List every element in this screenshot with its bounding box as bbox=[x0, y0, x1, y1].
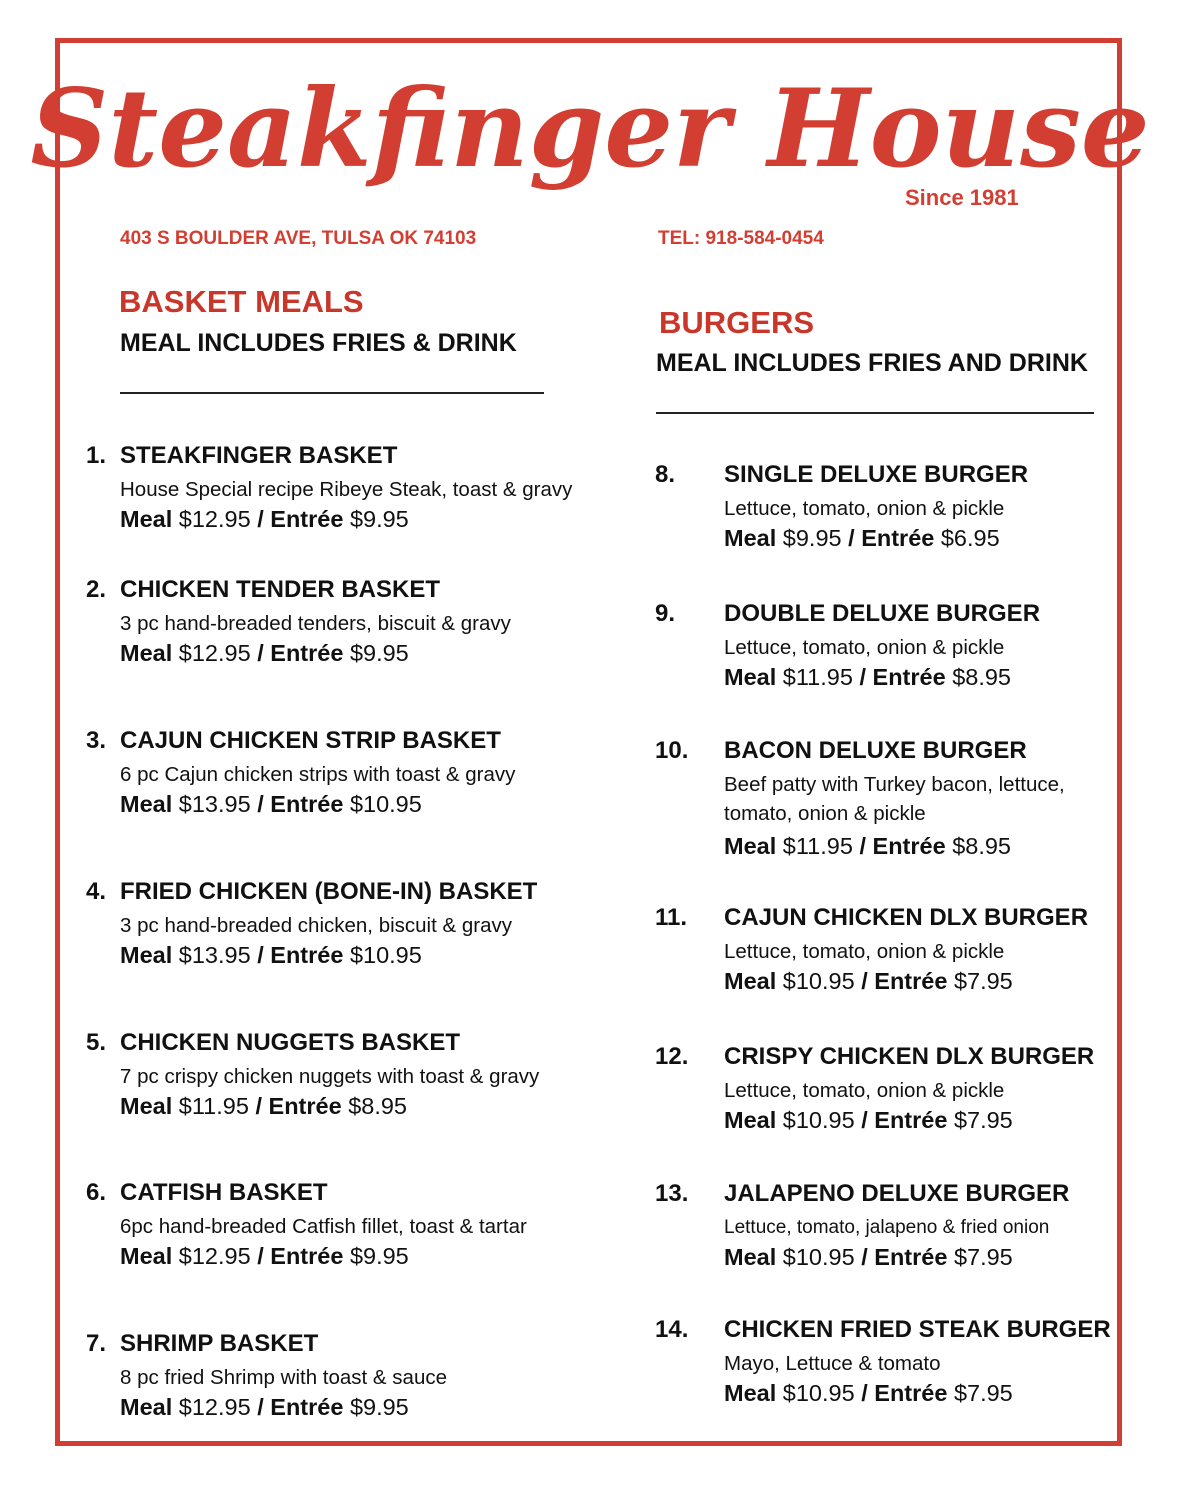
meal-price: $13.95 bbox=[178, 791, 251, 817]
entree-price: $9.95 bbox=[349, 1243, 409, 1269]
item-name: DOUBLE DELUXE BURGER bbox=[724, 600, 1041, 627]
address: 403 S BOULDER AVE, TULSA OK 74103 bbox=[120, 228, 477, 249]
meal-label: Meal bbox=[724, 1244, 777, 1270]
item-description: 6 pc Cajun chicken strips with toast & gravy bbox=[120, 763, 516, 786]
item-number: 11. bbox=[655, 904, 688, 931]
item-description: 6pc hand-breaded Catfish fillet, toast & tartar bbox=[120, 1215, 527, 1238]
price-separator: / bbox=[257, 1394, 264, 1420]
entree-label: Entrée bbox=[861, 525, 935, 551]
meal-price: $10.95 bbox=[782, 968, 855, 994]
item-price bbox=[120, 1394, 409, 1421]
meal-label: Meal bbox=[724, 1107, 777, 1133]
item-number: 1. bbox=[86, 442, 107, 469]
item-number: 3. bbox=[86, 727, 107, 754]
entree-price: $10.95 bbox=[349, 942, 422, 968]
item-number: 13. bbox=[655, 1180, 689, 1207]
entree-label: Entrée bbox=[270, 1394, 344, 1420]
meal-label: Meal bbox=[724, 664, 777, 690]
item-price bbox=[724, 1244, 1013, 1271]
meal-price: $10.95 bbox=[782, 1380, 855, 1406]
meal-price: $10.95 bbox=[782, 1244, 855, 1270]
item-description: Lettuce, tomato, onion & pickle bbox=[724, 940, 1005, 963]
meal-price: $9.95 bbox=[782, 525, 842, 551]
entree-label: Entrée bbox=[874, 1244, 948, 1270]
item-price bbox=[120, 942, 422, 969]
entree-price: $8.95 bbox=[348, 1093, 407, 1119]
meal-label: Meal bbox=[120, 942, 173, 968]
entree-label: Entrée bbox=[270, 942, 344, 968]
entree-label: Entrée bbox=[874, 1380, 948, 1406]
price-separator: / bbox=[257, 791, 264, 817]
item-name: CATFISH BASKET bbox=[120, 1179, 328, 1206]
price-separator: / bbox=[257, 640, 264, 666]
entree-price: $7.95 bbox=[953, 1380, 1013, 1406]
entree-label: Entrée bbox=[874, 1107, 948, 1133]
entree-label: Entrée bbox=[874, 968, 948, 994]
item-price bbox=[724, 525, 1000, 552]
entree-label: Entrée bbox=[872, 664, 946, 690]
price-separator: / bbox=[257, 506, 264, 532]
entree-label: Entrée bbox=[270, 791, 344, 817]
entree-price: $6.95 bbox=[940, 525, 1000, 551]
item-price bbox=[120, 1093, 407, 1120]
meal-price: $12.95 bbox=[178, 1243, 251, 1269]
meal-label: Meal bbox=[120, 1394, 173, 1420]
item-name: CAJUN CHICKEN DLX BURGER bbox=[724, 904, 1089, 931]
item-name: SINGLE DELUXE BURGER bbox=[724, 461, 1029, 488]
price-separator: / bbox=[859, 664, 866, 690]
item-name: BACON DELUXE BURGER bbox=[724, 737, 1027, 764]
entree-label: Entrée bbox=[268, 1093, 342, 1119]
item-name: STEAKFINGER BASKET bbox=[120, 442, 398, 469]
item-description: Lettuce, tomato, onion & pickle bbox=[724, 636, 1005, 659]
item-description: Beef patty with Turkey bacon, lettuce, tomato, onion & pickle bbox=[724, 773, 1065, 825]
meal-label: Meal bbox=[724, 968, 777, 994]
basket-meals-title: BASKET MEALS bbox=[119, 284, 364, 319]
item-number: 14. bbox=[655, 1316, 689, 1343]
price-separator: / bbox=[859, 833, 866, 859]
item-description: 3 pc hand-breaded tenders, biscuit & gravy bbox=[120, 612, 511, 635]
item-price bbox=[724, 664, 1011, 691]
entree-price: $8.95 bbox=[952, 833, 1011, 859]
burgers-subtitle: MEAL INCLUDES FRIES AND DRINK bbox=[656, 349, 1088, 377]
item-description: House Special recipe Ribeye Steak, toast & gravy bbox=[120, 478, 573, 501]
meal-label: Meal bbox=[724, 1380, 777, 1406]
item-name: CHICKEN NUGGETS BASKET bbox=[120, 1029, 461, 1056]
entree-label: Entrée bbox=[872, 833, 946, 859]
item-name: CRISPY CHICKEN DLX BURGER bbox=[724, 1043, 1095, 1070]
price-separator: / bbox=[861, 1107, 868, 1133]
price-separator: / bbox=[257, 942, 264, 968]
item-number: 12. bbox=[655, 1043, 689, 1070]
item-description: Mayo, Lettuce & tomato bbox=[724, 1352, 941, 1375]
item-number: 7. bbox=[86, 1330, 107, 1357]
entree-price: $7.95 bbox=[953, 1244, 1013, 1270]
meal-label: Meal bbox=[120, 791, 173, 817]
price-separator: / bbox=[848, 525, 855, 551]
price-separator: / bbox=[861, 1380, 868, 1406]
item-price bbox=[120, 1243, 409, 1270]
price-separator: / bbox=[861, 1244, 868, 1270]
entree-price: $10.95 bbox=[349, 791, 422, 817]
item-description: 3 pc hand-breaded chicken, biscuit & gravy bbox=[120, 914, 513, 937]
entree-label: Entrée bbox=[270, 1243, 344, 1269]
basket-meals-divider bbox=[120, 392, 544, 394]
item-name: CAJUN CHICKEN STRIP BASKET bbox=[120, 727, 501, 754]
meal-price: $13.95 bbox=[178, 942, 251, 968]
entree-price: $9.95 bbox=[349, 506, 409, 532]
item-number: 8. bbox=[655, 461, 676, 488]
entree-price: $7.95 bbox=[953, 1107, 1013, 1133]
meal-label: Meal bbox=[724, 833, 777, 859]
meal-price: $11.95 bbox=[178, 1093, 249, 1119]
meal-label: Meal bbox=[120, 1093, 173, 1119]
phone-number[interactable]: TEL: 918-584-0454 bbox=[658, 228, 824, 249]
price-separator: / bbox=[861, 968, 868, 994]
burgers-divider bbox=[656, 412, 1094, 414]
meal-price: $12.95 bbox=[178, 640, 251, 666]
meal-price: $12.95 bbox=[178, 506, 251, 532]
item-number: 4. bbox=[86, 878, 107, 905]
item-number: 2. bbox=[86, 576, 107, 603]
item-number: 9. bbox=[655, 600, 676, 627]
meal-price: $10.95 bbox=[782, 1107, 855, 1133]
price-separator: / bbox=[257, 1243, 264, 1269]
meal-label: Meal bbox=[724, 525, 777, 551]
price-separator: / bbox=[255, 1093, 262, 1119]
item-description: 7 pc crispy chicken nuggets with toast & gravy bbox=[120, 1065, 540, 1088]
item-price bbox=[120, 791, 422, 818]
item-price bbox=[724, 1380, 1013, 1407]
item-description: Lettuce, tomato, onion & pickle bbox=[724, 497, 1005, 520]
meal-price: $11.95 bbox=[782, 664, 853, 690]
entree-label: Entrée bbox=[270, 506, 344, 532]
entree-price: $9.95 bbox=[349, 1394, 409, 1420]
item-description: Lettuce, tomato, jalapeno & fried onion bbox=[724, 1217, 1050, 1238]
item-number: 5. bbox=[86, 1029, 107, 1056]
item-name: CHICKEN TENDER BASKET bbox=[120, 576, 441, 603]
item-name: JALAPENO DELUXE BURGER bbox=[724, 1180, 1070, 1207]
item-price bbox=[120, 640, 409, 667]
item-price bbox=[724, 1107, 1013, 1134]
svg-text:Steakfinger House: Steakfinger House bbox=[30, 66, 1150, 192]
item-name: FRIED CHICKEN (BONE-IN) BASKET bbox=[120, 878, 538, 905]
meal-price: $11.95 bbox=[782, 833, 853, 859]
meal-price: $12.95 bbox=[178, 1394, 251, 1420]
burgers-title: BURGERS bbox=[659, 305, 815, 340]
meal-label: Meal bbox=[120, 1243, 173, 1269]
entree-price: $8.95 bbox=[952, 664, 1011, 690]
item-price bbox=[724, 833, 1011, 860]
item-price bbox=[724, 968, 1013, 995]
item-description: Lettuce, tomato, onion & pickle bbox=[724, 1079, 1005, 1102]
item-description: 8 pc fried Shrimp with toast & sauce bbox=[120, 1366, 448, 1389]
item-number: 6. bbox=[86, 1179, 107, 1206]
item-price bbox=[120, 506, 409, 533]
entree-price: $7.95 bbox=[953, 968, 1013, 994]
item-number: 10. bbox=[655, 737, 689, 764]
item-name: SHRIMP BASKET bbox=[120, 1330, 319, 1357]
item-name: CHICKEN FRIED STEAK BURGER bbox=[724, 1316, 1111, 1343]
entree-label: Entrée bbox=[270, 640, 344, 666]
entree-price: $9.95 bbox=[349, 640, 409, 666]
meal-label: Meal bbox=[120, 506, 173, 532]
basket-meals-subtitle: MEAL INCLUDES FRIES & DRINK bbox=[120, 329, 517, 357]
meal-label: Meal bbox=[120, 640, 173, 666]
since-label: Since 1981 bbox=[905, 185, 1019, 210]
